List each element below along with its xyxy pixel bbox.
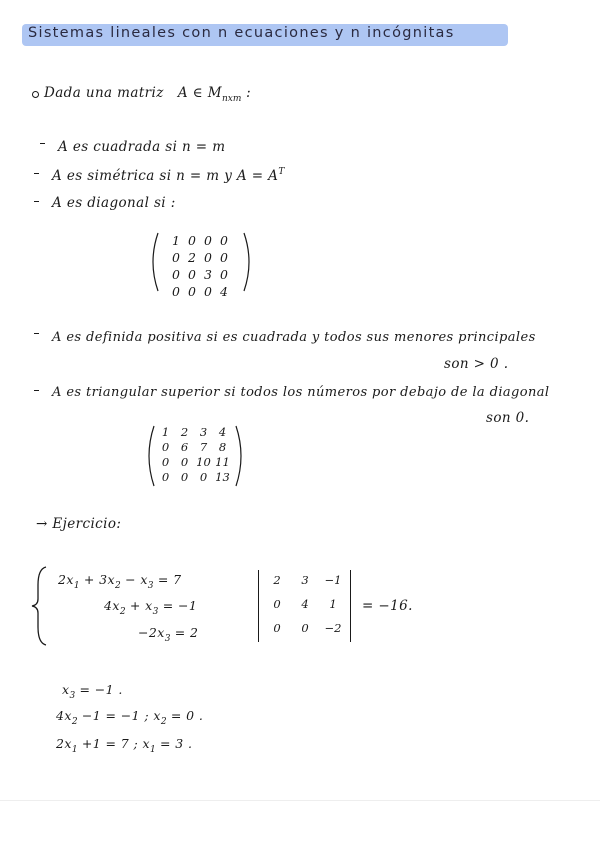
diagonal-matrix bbox=[168, 233, 232, 299]
matrix-cell: 0 bbox=[220, 233, 228, 248]
matrix-cell: 0 bbox=[220, 250, 228, 265]
matrix-cell: 4 bbox=[301, 597, 309, 611]
matrix-cell: 3 bbox=[301, 573, 309, 587]
matrix-cell: 0 bbox=[188, 267, 196, 282]
matrix-cell: 1 bbox=[329, 597, 337, 611]
matrix-cell: 0 bbox=[220, 267, 228, 282]
matrix-cell: 3 bbox=[204, 267, 212, 282]
matrix-cell: 6 bbox=[180, 440, 189, 454]
prop-positive-definite-cont: son > 0 . bbox=[444, 356, 509, 372]
determinant-value: = −16. bbox=[362, 598, 413, 614]
matrix-cell: 0 bbox=[204, 250, 212, 265]
dash-icon bbox=[34, 173, 39, 174]
intro-lead: Dada una matriz bbox=[44, 85, 164, 101]
dash-icon bbox=[40, 143, 45, 144]
page-bottom-rule bbox=[0, 800, 600, 801]
prop-positive-definite: A es definida positiva si es cuadrada y todos sus menores principales bbox=[52, 330, 536, 345]
matrix-cell: 2 bbox=[180, 425, 189, 439]
matrix-cell: 0 bbox=[188, 233, 196, 248]
matrix-cell: 0 bbox=[172, 267, 180, 282]
exercise-heading: → Ejercicio: bbox=[36, 516, 122, 532]
equation-3: $-2x_3 = 2$ bbox=[138, 625, 199, 644]
equation-2: $4x_2 + x_3 = -1$ bbox=[104, 598, 198, 617]
matrix-cell: 0 bbox=[273, 621, 281, 635]
intro-colon: : bbox=[246, 85, 252, 101]
matrix-cell: 3 bbox=[199, 425, 208, 439]
matrix-cell: 0 bbox=[161, 440, 170, 454]
matrix-cell: 0 bbox=[273, 597, 281, 611]
matrix-cell: 0 bbox=[161, 455, 170, 469]
prop-triangular: A es triangular superior si todos los números por debajo de la diagonal bbox=[52, 385, 550, 400]
matrix-cell: 0 bbox=[161, 470, 170, 484]
matrix-cell: 7 bbox=[199, 440, 208, 454]
matrix-cell: 2 bbox=[273, 573, 281, 587]
matrix-cell: −1 bbox=[324, 573, 342, 587]
triangular-matrix bbox=[156, 425, 232, 484]
matrix-cell: 0 bbox=[204, 284, 212, 299]
matrix-cell: 0 bbox=[180, 455, 189, 469]
dash-icon bbox=[34, 201, 39, 202]
intro-sub: nxm bbox=[221, 94, 242, 104]
prop-triangular-cont: son 0. bbox=[486, 410, 530, 426]
matrix-cell: 0 bbox=[199, 470, 208, 484]
system-brace bbox=[30, 565, 50, 647]
intro-symbol: A ∈ M bbox=[177, 85, 222, 101]
solution-x2: $4x_2 -1 = -1$ ; $x_2 = 0$ . bbox=[56, 708, 204, 727]
dash-icon bbox=[34, 333, 39, 334]
prop-square: A es cuadrada si n = m bbox=[58, 139, 226, 155]
matrix-cell: 0 bbox=[180, 470, 189, 484]
matrix-cell: 10 bbox=[196, 455, 211, 469]
prop-symmetric bbox=[52, 167, 285, 184]
page-title: Sistemas lineales con n ecuaciones y n incógnitas bbox=[28, 25, 455, 41]
matrix-cell: 2 bbox=[188, 250, 196, 265]
matrix-cell: 0 bbox=[172, 250, 180, 265]
transpose-sup: T bbox=[278, 167, 285, 177]
matrix-cell: 1 bbox=[161, 425, 170, 439]
solution-x3: $x_3 = -1$ . bbox=[62, 682, 123, 701]
intro-line bbox=[44, 85, 251, 104]
equation-1: $2x_1 + 3x_2 - x_3 = 7$ bbox=[58, 572, 182, 591]
matrix-cell: 4 bbox=[218, 425, 227, 439]
determinant-bar-right bbox=[350, 570, 351, 642]
matrix-cell: 8 bbox=[218, 440, 227, 454]
prop-symmetric-text: A es simétrica si n = m y A = A bbox=[52, 168, 279, 184]
matrix-cell: 11 bbox=[215, 455, 230, 469]
matrix-cell: 0 bbox=[301, 621, 309, 635]
bullet-icon bbox=[32, 91, 39, 98]
matrix-cell: 0 bbox=[204, 233, 212, 248]
prop-diagonal: A es diagonal si : bbox=[52, 195, 176, 211]
determinant-bar-left bbox=[258, 570, 259, 642]
solution-x1: $2x_1 +1 = 7$ ; $x_1 = 3$ . bbox=[56, 736, 193, 755]
matrix-cell: 13 bbox=[215, 470, 230, 484]
determinant-matrix bbox=[263, 573, 347, 635]
matrix-cell: 0 bbox=[172, 284, 180, 299]
dash-icon bbox=[34, 390, 39, 391]
matrix-cell: 1 bbox=[172, 233, 180, 248]
matrix-cell: 0 bbox=[188, 284, 196, 299]
matrix-cell: −2 bbox=[324, 621, 342, 635]
matrix-cell: 4 bbox=[220, 284, 228, 299]
